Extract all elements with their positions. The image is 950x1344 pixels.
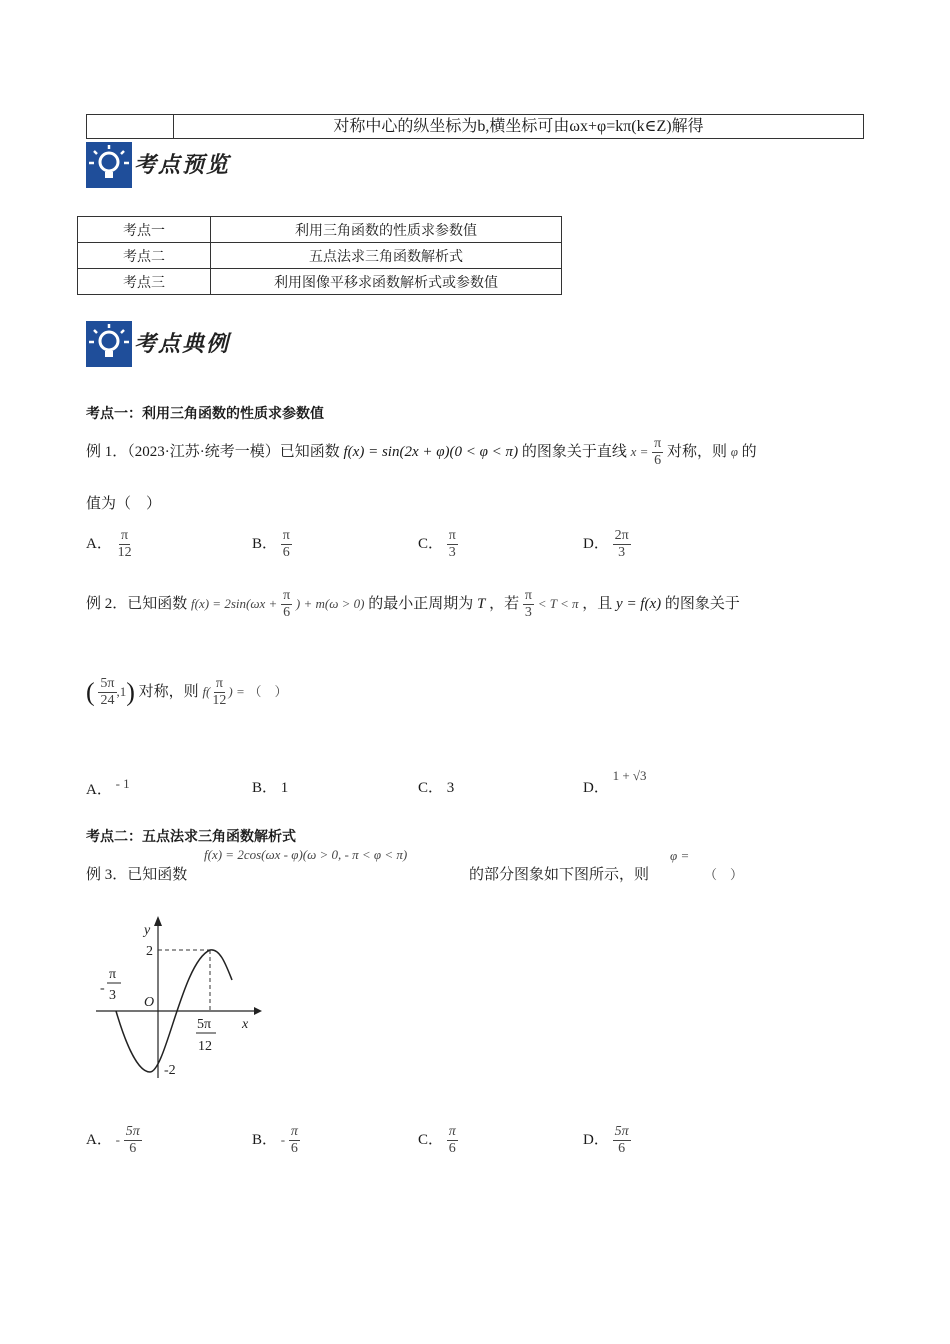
fraction-denominator: 6 [282,545,290,560]
example3-option-b[interactable] [252,1124,300,1157]
example2-point-fraction [98,676,116,709]
example2-option-c[interactable] [418,776,454,797]
example2-option-a[interactable] [86,776,130,799]
min-label: -2 [164,1063,176,1078]
option-fraction [289,1124,300,1157]
example1-option-d[interactable] [583,528,631,561]
paren-close: ) [126,677,135,707]
example1-prefix: 例 1．（2023·江苏·统考一模）已知函数 [86,443,340,460]
table-cell-content: 利用三角函数的性质求参数值 [211,217,562,243]
example1-line-lhs: x = [630,443,649,459]
example3-option-c[interactable] [418,1124,458,1157]
x-axis-label: x [242,1017,249,1032]
table-row [78,217,562,243]
paren-open: ( [86,677,95,707]
option-value: 3 [446,780,455,796]
option-fraction [124,1124,142,1157]
example1-mid: 的图象关于直线 [521,443,627,460]
option-fraction [447,528,458,561]
fraction-numerator: π [215,676,223,691]
option-value: 1 [280,780,289,796]
example2-func-fraction [281,588,292,621]
example2-suffix: 的图象关于 [664,595,740,612]
max-label: 2 [146,944,153,959]
example3-option-d[interactable] [583,1124,631,1157]
example2-prefix: 例 2．已知函数 [86,595,188,612]
fraction-numerator: π [524,588,532,603]
fraction-denominator: 6 [290,1141,298,1156]
fraction-denominator: 6 [283,605,291,620]
fraction-numerator: π [121,528,129,543]
option-label: A． [86,782,112,798]
example2-mid3: ，且 [582,595,613,612]
table-cell-content: 利用图像平移求函数解析式或参数值 [211,269,562,295]
example2-line2-mid: 对称，则 [138,683,199,700]
example1-function: f(x) = sin(2x + φ)(0 < φ < π) [343,443,519,460]
overview-table [77,216,562,295]
y-axis-arrow-icon [154,916,162,926]
option-fraction [613,528,631,561]
right-tick-denominator: 12 [198,1039,212,1054]
fraction-numerator: π [282,528,290,543]
example2-fq-a: f( [202,683,211,699]
example2-line2 [86,676,288,709]
example2-line1 [86,588,740,621]
example3-prefix: 例 3．已知函数 [86,867,188,883]
left-tick-sign: - [100,981,105,996]
option-value: 1 + √3 [612,768,647,783]
table-cell-label: 考点二 [78,243,211,269]
example3-var: φ = [670,848,690,863]
example2-ineq-rest: < T < π [537,595,579,611]
option-label: B． [252,1131,278,1148]
fraction-denominator: 12 [212,693,227,708]
table-row [78,243,562,269]
example1-option-a[interactable] [86,528,134,561]
example3-function [204,847,407,864]
examples-banner [86,321,246,371]
fraction-denominator: 3 [618,545,626,560]
option-label: C． [418,535,444,552]
example1-line2: 值为（ ） [86,496,162,512]
x-axis-arrow-icon [254,1007,262,1015]
example1-line1 [86,436,757,469]
preview-banner [86,142,246,192]
example2-func-b: ) + m(ω > 0) [295,595,365,611]
example3-option-a[interactable] [86,1124,142,1157]
example2-func-a: f(x) = 2sin(ωx + [191,595,278,611]
examples-title: 考点典例 [134,332,231,357]
y-axis-label: y [144,923,151,938]
example2-fq-b: ) = [228,683,245,699]
left-tick-denominator: 3 [109,988,116,1003]
option-fraction [281,528,292,561]
top-table-empty-cell [87,115,174,138]
function-expression: f(x) = 2cos(ωx - φ)(ω > 0, - π < φ < π) [204,847,408,862]
example2-option-b[interactable] [252,776,288,797]
fraction-denominator: 6 [129,1141,137,1156]
table-cell-content: 五点法求三角函数解析式 [211,243,562,269]
fraction-numerator: π [283,588,291,603]
fraction-numerator: 2π [614,528,629,543]
option-label: C． [418,780,444,796]
option-label: C． [418,1131,444,1148]
option-sign: - [115,1131,120,1147]
example2-point-rest: ,1 [116,683,127,699]
fraction-denominator: 6 [618,1141,626,1156]
example1-suffix: 对称，则 [666,443,727,460]
fraction-numerator: π [290,1124,298,1139]
example2-blank: （ ） [248,683,288,699]
fraction-denominator: 3 [448,545,456,560]
example2-mid: 的最小正周期为 [368,595,474,612]
example3-mid: 的部分图象如下图所示，则 [469,867,650,883]
table-cell-label: 考点三 [78,269,211,295]
example1-option-b[interactable] [252,528,292,561]
option-label: A． [86,535,112,552]
example1-suffix2: 的 [741,443,757,460]
example1-var: φ [730,443,738,459]
fraction-numerator: 5π [614,1124,629,1139]
fraction-denominator: 6 [654,453,662,468]
option-label: B． [252,535,278,552]
cosine-graph [86,910,266,1085]
option-fraction [447,1124,458,1157]
right-tick-numerator: 5π [197,1017,212,1032]
fraction-denominator: 24 [100,693,115,708]
top-table-row [86,114,864,139]
example3-blank: （ ） [704,867,744,882]
example2-mid2: ，若 [489,595,520,612]
example1-option-c[interactable] [418,528,458,561]
fraction-denominator: 3 [524,605,532,620]
section1-heading: 考点一：利用三角函数的性质求参数值 [86,406,324,422]
left-tick-numerator: π [109,967,117,982]
fraction-numerator: π [448,1124,456,1139]
preview-title: 考点预览 [134,153,231,178]
example2-yfx: y = f(x) [616,595,662,612]
fraction-numerator: 5π [125,1124,140,1139]
example2-T: T [477,595,486,612]
fraction-numerator: π [448,528,456,543]
example2-option-d[interactable] [583,768,647,797]
fraction-denominator: 6 [448,1141,456,1156]
option-fraction [116,528,134,561]
option-sign: - [280,1131,286,1147]
option-label: D． [583,535,609,552]
table-cell-label: 考点一 [78,217,211,243]
option-label: D． [583,1131,609,1148]
top-table-text: 对称中心的纵坐标为b,横坐标可由ωx+φ=kπ(k∈Z)解得 [333,118,704,135]
origin-label: O [144,995,155,1010]
fraction-numerator: 5π [100,676,115,691]
example2-fq-fraction [210,676,228,709]
option-label: D． [583,780,609,796]
example2-ineq-fraction [523,588,534,621]
lightbulb-icon [86,142,132,188]
example1-line-fraction [652,436,663,469]
option-value: - 1 [115,776,130,791]
lightbulb-icon [86,321,132,367]
option-label: A． [86,1131,112,1148]
fraction-denominator: 12 [117,545,132,560]
fraction-numerator: π [654,436,662,451]
option-label: B． [252,780,278,796]
section2-heading: 考点二：五点法求三角函数解析式 [86,829,296,845]
option-fraction [613,1124,631,1157]
table-row [78,269,562,295]
